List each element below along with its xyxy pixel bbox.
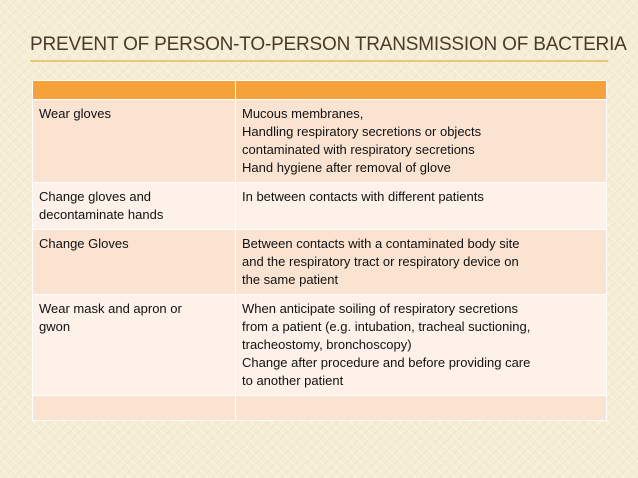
cell-line: contaminated with respiratory secretions: [242, 142, 475, 157]
header-cell-when: [236, 81, 607, 100]
table-footer-row: [33, 396, 607, 421]
footer-cell-when: [236, 396, 607, 421]
cell-line: Mucous membranes,: [242, 106, 364, 121]
cell-line: Between contacts with a contaminated body site: [242, 236, 520, 251]
when-cell: [236, 230, 607, 295]
when-cell: [236, 183, 607, 230]
cell-line: to another patient: [242, 373, 344, 388]
header-cell-action: [33, 81, 236, 100]
cell-line: and the respiratory tract or respiratory device on: [242, 254, 519, 269]
title-underline: [30, 60, 608, 62]
table-row: [33, 295, 607, 396]
cell-line: Hand hygiene after removal of glove: [242, 160, 451, 175]
transmission-table: [32, 80, 607, 421]
cell-line: When anticipate soiling of respiratory secretions: [242, 301, 519, 316]
table-row: [33, 230, 607, 295]
cell-line: Change gloves and: [39, 189, 152, 204]
cell-line: Wear mask and apron or: [39, 301, 182, 316]
action-cell: [33, 230, 236, 295]
when-cell: [236, 295, 607, 396]
cell-line: from a patient (e.g. intubation, tracheal suctioning,: [242, 319, 531, 334]
action-cell: [33, 100, 236, 183]
table-row: [33, 183, 607, 230]
cell-line: gwon: [39, 319, 71, 334]
action-cell: [33, 295, 236, 396]
cell-line: tracheostomy, bronchoscopy): [242, 337, 412, 352]
action-cell: [33, 183, 236, 230]
cell-line: the same patient: [242, 272, 339, 287]
table-row: [33, 100, 607, 183]
cell-line: In between contacts with different patients: [242, 189, 484, 204]
cell-line: Wear gloves: [39, 106, 112, 121]
footer-cell-action: [33, 396, 236, 421]
table-header-row: [33, 81, 607, 100]
when-cell: [236, 100, 607, 183]
cell-line: Change after procedure and before providing care: [242, 355, 531, 370]
cell-line: Handling respiratory secretions or objects: [242, 124, 482, 139]
slide-title: PREVENT OF PERSON-TO-PERSON TRANSMISSION OF BACTERIA: [30, 34, 627, 55]
cell-line: Change Gloves: [39, 236, 129, 251]
cell-line: decontaminate hands: [39, 207, 164, 222]
